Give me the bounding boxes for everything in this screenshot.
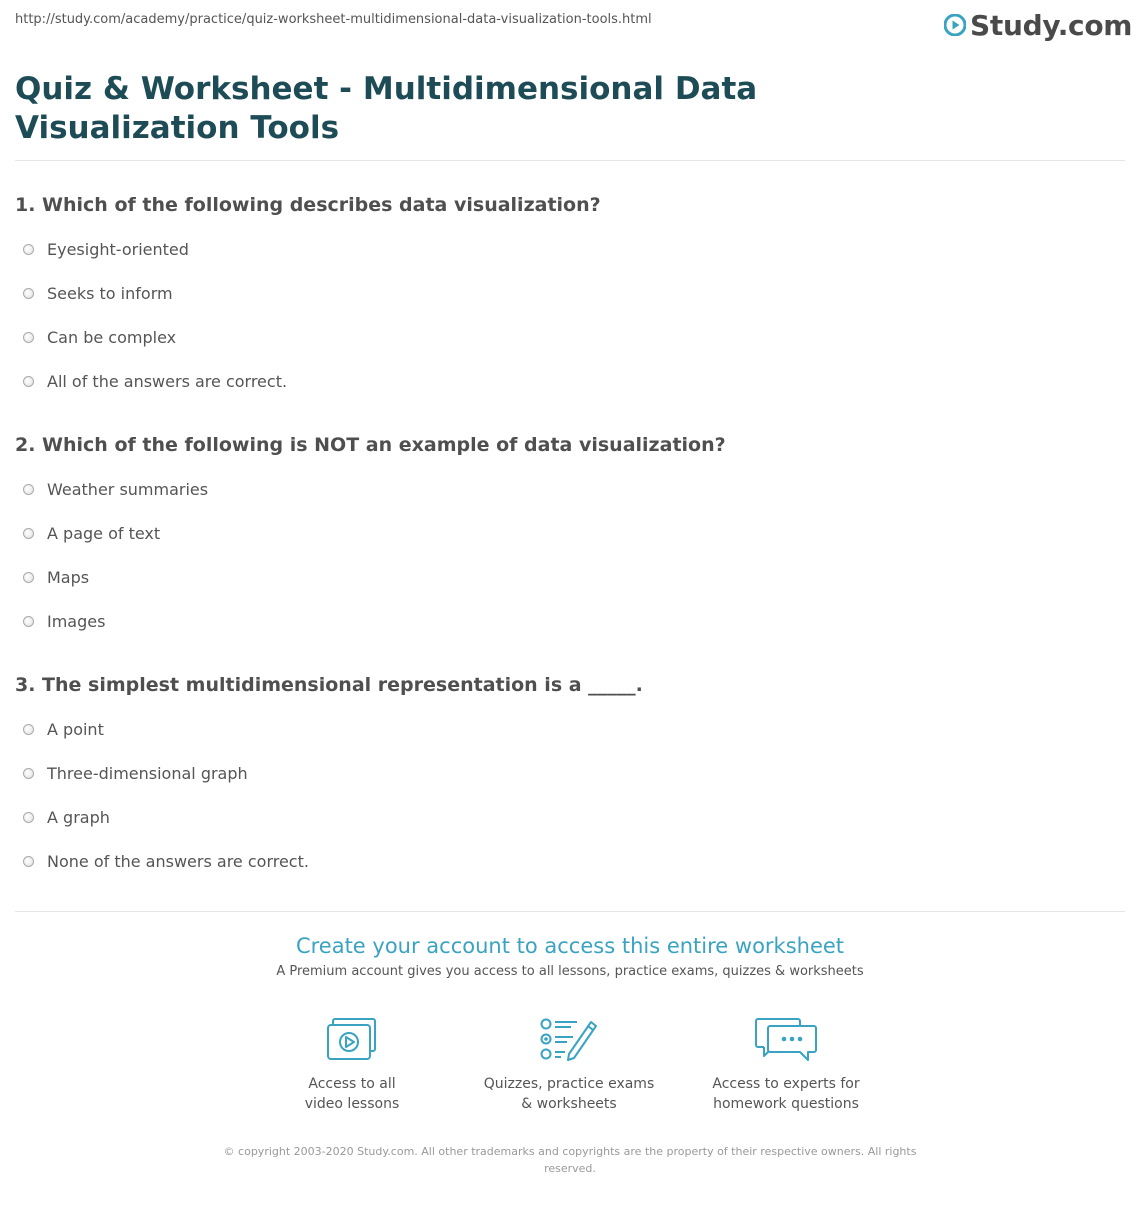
logo-text: Study.com <box>970 8 1133 42</box>
answer-label: Three-dimensional graph <box>47 763 248 783</box>
radio-button[interactable] <box>23 812 34 823</box>
answer-label: Weather summaries <box>47 479 209 499</box>
answer-option[interactable] <box>23 566 89 588</box>
answer-label: None of the answers are correct. <box>47 851 309 871</box>
play-logo-icon <box>944 14 966 36</box>
divider <box>15 160 1125 161</box>
answer-option[interactable] <box>23 238 189 260</box>
study-logo[interactable] <box>944 8 1132 42</box>
radio-button[interactable] <box>23 528 34 539</box>
radio-button[interactable] <box>23 856 34 867</box>
radio-button[interactable] <box>23 244 34 255</box>
answer-option[interactable] <box>23 478 208 500</box>
radio-button[interactable] <box>23 572 34 583</box>
answer-option[interactable] <box>23 762 248 784</box>
question-1: 1. Which of the following describes data visualization? <box>15 194 601 216</box>
answer-label: A point <box>47 719 104 739</box>
answer-label: Eyesight-oriented <box>47 239 189 259</box>
answer-label: Images <box>47 611 106 631</box>
feature-label: Quizzes, practice exams & worksheets <box>483 1076 655 1112</box>
answer-label: Maps <box>47 567 90 587</box>
answer-option[interactable] <box>23 522 160 544</box>
answer-option[interactable] <box>23 718 104 740</box>
answer-option[interactable] <box>23 326 176 348</box>
radio-button[interactable] <box>23 616 34 627</box>
create-account-link[interactable]: Create your account to access this entire worksheet <box>295 934 845 958</box>
quiz-checklist-icon <box>539 1016 599 1062</box>
question-2: 2. Which of the following is NOT an example of data visualization? <box>15 434 726 456</box>
answer-label: Seeks to inform <box>47 283 173 303</box>
answer-label: All of the answers are correct. <box>47 371 288 391</box>
answer-label: A graph <box>47 807 110 827</box>
answer-label: A page of text <box>47 523 161 543</box>
answer-option[interactable] <box>23 370 287 392</box>
feature-label: Access to experts for homework questions <box>712 1076 860 1112</box>
radio-button[interactable] <box>23 724 34 735</box>
answer-option[interactable] <box>23 610 105 632</box>
radio-button[interactable] <box>23 332 34 343</box>
answer-option[interactable] <box>23 806 110 828</box>
radio-button[interactable] <box>23 376 34 387</box>
feature-label: Access to all video lessons <box>304 1076 400 1112</box>
premium-description: A Premium account gives you access to all lessons, practice exams, quizzes & worksheets <box>276 964 864 979</box>
video-lesson-icon <box>326 1016 378 1062</box>
feature-video-lessons <box>252 1016 452 1114</box>
copyright-footer: © copyright 2003-2020 Study.com. All other trademarks and copyrights are the property of their respective owners. All rights reserved. <box>223 1145 917 1175</box>
answer-option[interactable] <box>23 850 309 872</box>
page-title: Quiz & Worksheet - Multidimensional Data Visualization Tools <box>15 71 758 146</box>
question-3: 3. The simplest multidimensional representation is a _____. <box>15 674 643 696</box>
feature-quizzes <box>469 1016 669 1114</box>
divider <box>15 911 1125 912</box>
answer-label: Can be complex <box>47 327 177 347</box>
feature-experts <box>686 1016 886 1114</box>
radio-button[interactable] <box>23 768 34 779</box>
page-url: http://study.com/academy/practice/quiz-worksheet-multidimensional-data-visualization-tools.html <box>15 12 652 27</box>
chat-bubbles-icon <box>754 1016 818 1062</box>
answer-option[interactable] <box>23 282 173 304</box>
radio-button[interactable] <box>23 484 34 495</box>
radio-button[interactable] <box>23 288 34 299</box>
